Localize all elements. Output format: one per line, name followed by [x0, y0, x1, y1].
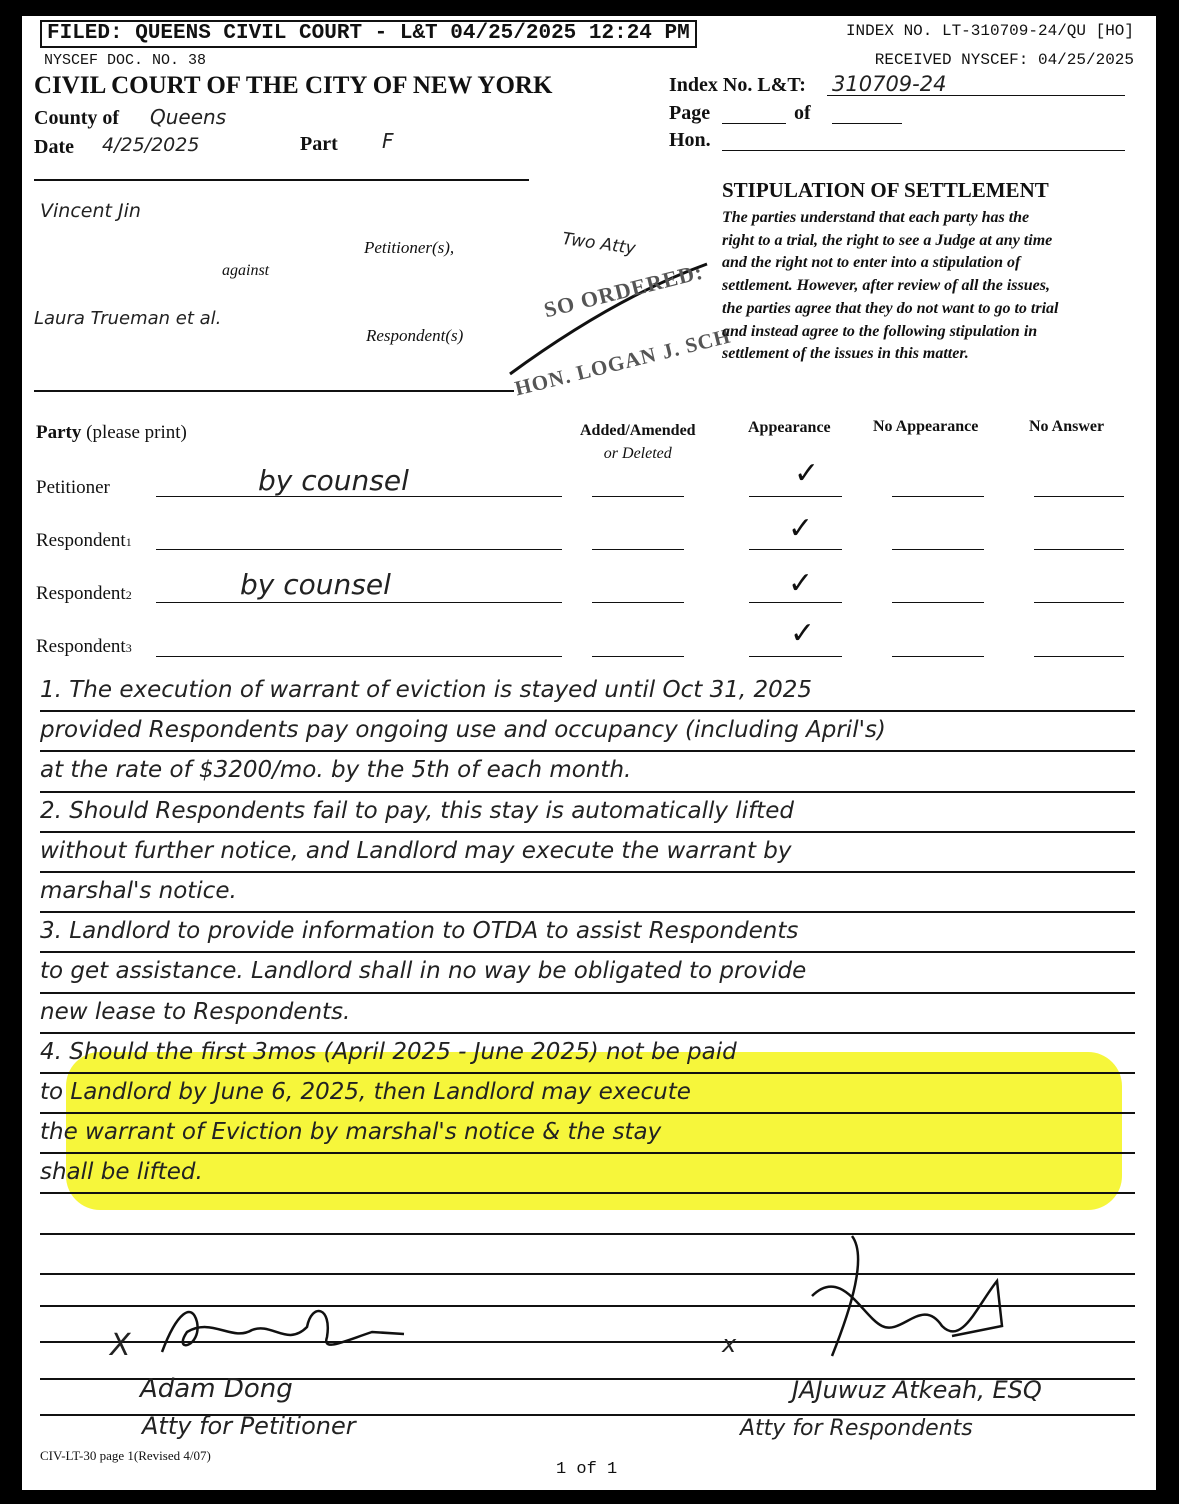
- part-label: Part: [300, 133, 338, 155]
- respondent-attorney-name: JAJuwuz Atkeah, ESQ: [792, 1376, 1042, 1404]
- term-line: to Landlord by June 6, 2025, then Landlord may execute: [40, 1074, 1135, 1114]
- stipulation-line: the parties agree that they do not want to go to trial: [722, 299, 1059, 317]
- date-label: Date: [34, 136, 74, 158]
- term-line: 3. Landlord to provide information to OTDA to assist Respondents: [40, 913, 1135, 953]
- petitioner-attorney-name: Adam Dong: [140, 1374, 293, 1404]
- term-line: 4. Should the first 3mos (April 2025 - June 2025) not be paid: [40, 1034, 1135, 1074]
- term-line: the warrant of Eviction by marshal's notice & the stay: [40, 1114, 1135, 1154]
- term-line: at the rate of $3200/mo. by the 5th of each month.: [40, 752, 1135, 792]
- stipulation-line: The parties understand that each party has the: [722, 209, 1030, 226]
- so-ordered-stamp: SO ORDERED:: [541, 258, 706, 323]
- party-row-value: by counsel: [240, 568, 391, 601]
- page-label: Page: [669, 102, 711, 124]
- document-page: [22, 16, 1156, 1490]
- judge-stamp: HON. LOGAN J. SCH: [512, 323, 734, 401]
- respondent-attorney-title: Atty for Respondents: [740, 1416, 973, 1441]
- against-label: against: [222, 262, 270, 279]
- party-row-label: Respondent3: [36, 636, 132, 657]
- term-line: to get assistance. Landlord shall in no way be obligated to provide: [40, 953, 1135, 993]
- index-number-header: INDEX NO. LT-310709-24/QU [HO]: [845, 22, 1134, 40]
- appearance-check: ✓: [794, 457, 820, 490]
- term-line: provided Respondents pay ongoing use and occupancy (including April's): [40, 712, 1135, 752]
- term-line: new lease to Respondents.: [40, 994, 1135, 1034]
- date-value: 4/25/2025: [102, 134, 200, 156]
- signature-x-left: X: [110, 1328, 131, 1363]
- county-value: Queens: [150, 105, 227, 129]
- stipulation-text: [722, 207, 1058, 366]
- col-no-appearance: No Appearance: [873, 418, 979, 435]
- term-line: 1. The execution of warrant of eviction is stayed until Oct 31, 2025: [40, 672, 1135, 712]
- respondent-role: Respondent(s): [366, 326, 464, 345]
- stipulation-line: settlement of the issues in this matter.: [722, 345, 969, 363]
- stipulation-line: and the right not to enter into a stipulation of: [722, 254, 1021, 272]
- appearance-check: ✓: [788, 567, 814, 600]
- filed-stamp: FILED: QUEENS CIVIL COURT - L&T 04/25/2025 12:24 PM: [40, 20, 697, 48]
- terms-block: [40, 672, 1135, 1275]
- party-row-label: Petitioner: [36, 477, 110, 498]
- nyscef-doc-no: NYSCEF DOC. NO. 38: [44, 52, 207, 69]
- page-count: 1 of 1: [556, 1460, 618, 1479]
- party-row-value: by counsel: [258, 464, 409, 497]
- stipulation-line: right to a trial, the right to see a Judge at any time: [722, 231, 1053, 249]
- term-line: marshal's notice.: [40, 873, 1135, 913]
- col-no-answer: No Answer: [1029, 418, 1105, 435]
- party-row-label: Respondent2: [36, 583, 132, 604]
- index-value: 310709-24: [832, 72, 947, 96]
- petitioner-role: Petitioner(s),: [364, 238, 455, 257]
- term-line: 2. Should Respondents fail to pay, this stay is automatically lifted: [40, 793, 1135, 833]
- county-label: County of: [34, 107, 120, 129]
- party-row-label: Respondent1: [36, 530, 132, 551]
- hon-label: Hon.: [669, 129, 711, 151]
- page-of-label: of: [794, 102, 811, 124]
- petitioner-attorney-title: Atty for Petitioner: [142, 1412, 356, 1440]
- court-name: CIVIL COURT OF THE CITY OF NEW YORK: [34, 72, 553, 99]
- signature-respondent-attorney: [772, 1226, 1012, 1376]
- part-value: F: [382, 129, 394, 153]
- appearance-check: ✓: [788, 512, 814, 545]
- petitioner-name: Vincent Jin: [40, 200, 141, 222]
- col-appearance: Appearance: [748, 419, 831, 436]
- form-id: CIV-LT-30 page 1(Revised 4/07): [40, 1448, 211, 1463]
- signature-x-right: x: [722, 1330, 737, 1358]
- received-date: RECEIVED NYSCEF: 04/25/2025: [874, 51, 1134, 69]
- col-added-amended: Added/Amended or Deleted: [580, 422, 696, 462]
- party-header: Party (please print): [36, 422, 187, 443]
- term-line: without further notice, and Landlord may execute the warrant by: [40, 833, 1135, 873]
- stipulation-title: STIPULATION OF SETTLEMENT: [722, 178, 1049, 202]
- respondent-name: Laura Trueman et al.: [34, 308, 222, 329]
- stipulation-line: settlement. However, after review of all the issues,: [722, 277, 1050, 295]
- signature-petitioner-attorney: [142, 1292, 422, 1372]
- term-line: shall be lifted.: [40, 1154, 1135, 1194]
- caption-note: Two Atty: [560, 228, 637, 260]
- appearance-check: ✓: [790, 617, 816, 650]
- index-label: Index No. L&T:: [669, 74, 806, 96]
- stipulation-line: and instead agree to the following stipulation in: [722, 322, 1038, 340]
